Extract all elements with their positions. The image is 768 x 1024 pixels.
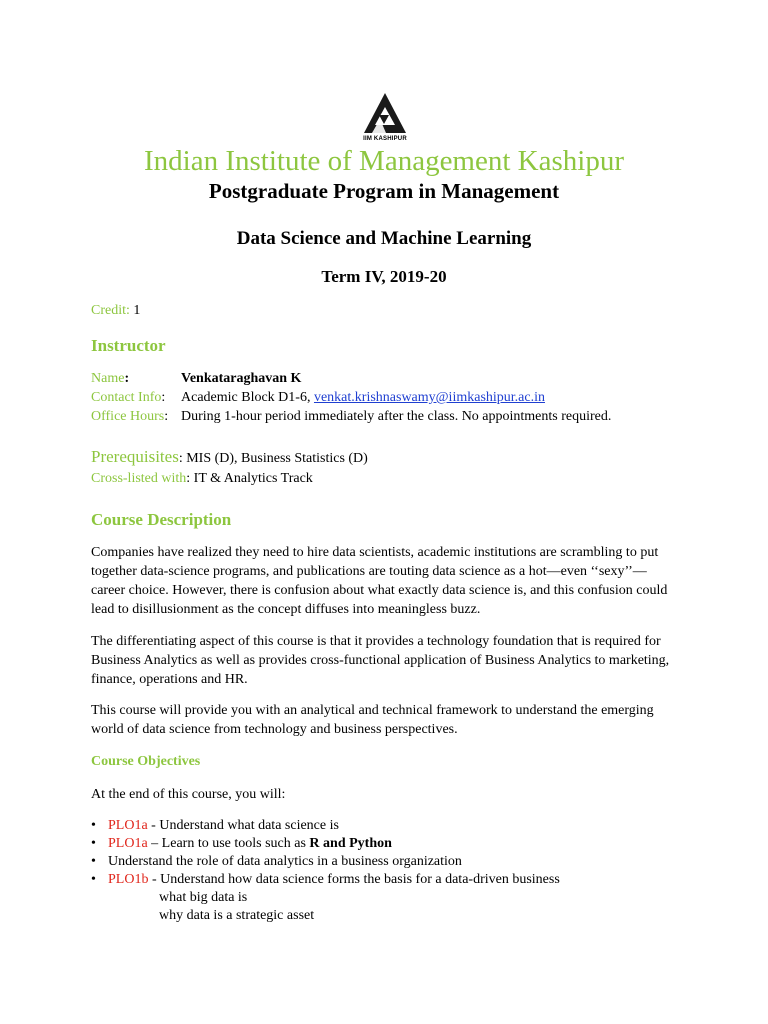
credit-sep: : — [126, 303, 134, 318]
contact-label: Contact Info — [91, 390, 162, 405]
item-bold-text: R and Python — [309, 836, 392, 851]
item-text: Understand what data science is — [159, 818, 339, 833]
instructor-email-link[interactable]: venkat.krishnaswamy@iimkashipur.ac.in — [313, 390, 545, 405]
instructor-heading: Instructor — [91, 336, 166, 355]
item-text: Understand the role of data analytics in a business organization — [108, 854, 462, 869]
credit-label: Credit — [91, 303, 126, 318]
credit-value: 1 — [133, 303, 141, 318]
office-hours-value: During 1-hour period immediately after the class. No appointments required. — [181, 409, 612, 424]
cross-listed-value: : IT & Analytics Track — [186, 471, 313, 486]
bullet: • — [91, 818, 96, 833]
bullet: • — [91, 872, 96, 887]
objectives-intro: At the end of this course, you will: — [91, 787, 286, 802]
description-paragraph-1: Companies have realized they need to hire data scientists, academic institutions are scrambling to put together data-science programs, and publications are touting data science as a hot—even ‘‘sexy’’—career choice. However, there is confusion about what exactly data science is, and this confusion could lead to disillusionment as the concept diffuses into meaningless buzz. — [91, 545, 668, 617]
prerequisites-label: Prerequisites — [91, 447, 179, 466]
instructor-name: Venkataraghavan K — [181, 371, 302, 386]
name-colon: : — [124, 371, 130, 386]
credit-line — [91, 302, 140, 320]
institute-name: Indian Institute of Management Kashipur — [144, 145, 624, 177]
item-text: Understand how data science forms the basis for a data-driven business — [160, 872, 560, 887]
list-item — [91, 853, 691, 871]
prerequisites-value: : MIS (D), Business Statistics (D) — [178, 451, 368, 466]
list-item — [91, 871, 691, 889]
plo-code: PLO1a — [108, 818, 148, 833]
course-title: Data Science and Machine Learning — [236, 228, 532, 249]
sub-list-item: why data is a strategic asset — [159, 908, 315, 923]
item-sep: - — [148, 872, 161, 887]
course-objectives-heading: Course Objectives — [91, 754, 201, 769]
sub-list-item: what big data is — [159, 890, 248, 905]
office-hours-label: Office Hours — [91, 409, 165, 424]
iim-kashipur-logo — [362, 91, 408, 137]
program-name: Postgraduate Program in Management — [208, 179, 560, 203]
office-hours-colon: : — [164, 409, 169, 424]
prerequisites-line — [91, 446, 368, 470]
cross-listed-label: Cross-listed with — [91, 471, 187, 486]
name-label: Name — [91, 371, 125, 386]
contact-colon: : — [161, 390, 166, 405]
course-description-heading: Course Description — [91, 510, 232, 529]
plo-code: PLO1b — [108, 872, 149, 887]
cross-listed-line — [91, 470, 313, 488]
list-item — [91, 817, 691, 835]
item-sep: – — [147, 836, 162, 851]
instructor-name-row — [91, 370, 301, 388]
contact-address: Academic Block D1-6, — [181, 390, 314, 405]
objectives-list — [91, 817, 691, 925]
office-hours-row — [91, 408, 611, 426]
list-item — [91, 835, 691, 853]
bullet: • — [91, 854, 96, 869]
term-label: Term IV, 2019-20 — [321, 267, 447, 286]
description-paragraph-2: The differentiating aspect of this course is that it provides a technology foundation that is required for Business Analytics as well as provides cross-functional application of Business Analytics to marketing, finance, operations and HR. — [91, 634, 670, 687]
item-text: Learn to use tools such as — [161, 836, 310, 851]
plo-code: PLO1a — [108, 836, 148, 851]
bullet: • — [91, 836, 96, 851]
description-paragraph-3: This course will provide you with an analytical and technical framework to understand the emerging world of data science from technology and business perspectives. — [91, 703, 654, 737]
contact-info-row — [91, 389, 545, 407]
logo-text: IIM KASHIPUR — [363, 136, 407, 142]
item-sep: - — [147, 818, 160, 833]
